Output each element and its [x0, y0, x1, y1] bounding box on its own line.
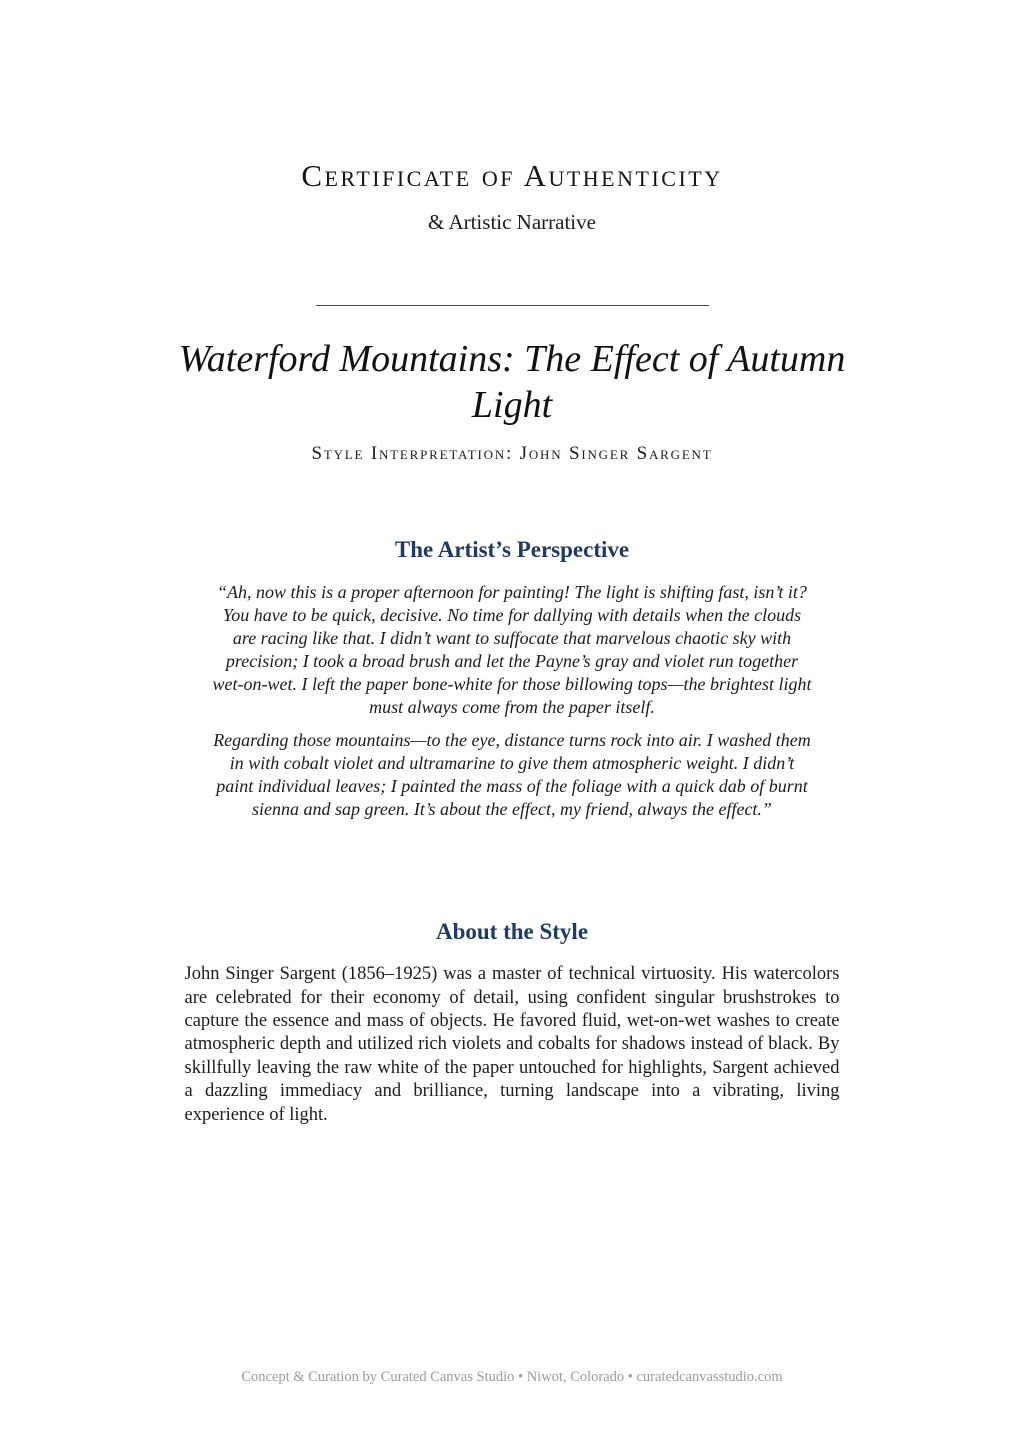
- footer-credit: Concept & Curation by Curated Canvas Studio • Niwot, Colorado • curatedcanvasstudio.com: [241, 1369, 783, 1385]
- document-title: Certificate of Authenticity: [301, 158, 723, 193]
- section-about-style: [0, 919, 1024, 1127]
- style-interpretation-line: Style Interpretation: John Singer Sargent: [311, 442, 713, 464]
- quote-paragraph-1: “Ah, now this is a proper afternoon for painting! The light is shifting fast, isn’t it? You have to be quick, decisive. No time for dallying with details when the clouds are racing like that. I didn’t want to suffocate that marvelous chaotic sky with precision; I took a broad brush and let the Payne’s gray and violet run together wet-on-wet. I left the paper bone-white for those billowing tops—the brightest light must always come from the paper itself.: [212, 581, 812, 717]
- about-style-paragraph: John Singer Sargent (1856–1925) was a master of technical virtuosity. His watercolors are celebrated for their economy of detail, using confident singular brushstrokes to capture the essence and mass of objects. He favored fluid, wet-on-wet washes to create atmospheric depth and utilized rich violets and cobalts for shadows instead of black. By skillfully leaving the raw white of the paper untouched for highlights, Sargent achieved a dazzling immediacy and brilliance, turning landscape into a vibrating, living experience of light.: [184, 964, 840, 1125]
- title-divider: [316, 305, 709, 306]
- section-heading-perspective: The Artist’s Perspective: [394, 536, 630, 562]
- quote-paragraph-2: Regarding those mountains—to the eye, distance turns rock into air. I washed them in with cobalt violet and ultramarine to give them atmospheric weight. I didn’t paint individual leaves; I painted the mass of the foliage with a quick dab of burnt sienna and sap green. It’s about the effect, my friend, always the effect.”: [213, 729, 811, 819]
- document-subtitle: & Artistic Narrative: [428, 210, 596, 234]
- artwork-title: Waterford Mountains: The Effect of Autumn Light: [178, 338, 846, 427]
- section-artists-perspective: [0, 537, 1024, 821]
- section-heading-about: About the Style: [435, 919, 589, 945]
